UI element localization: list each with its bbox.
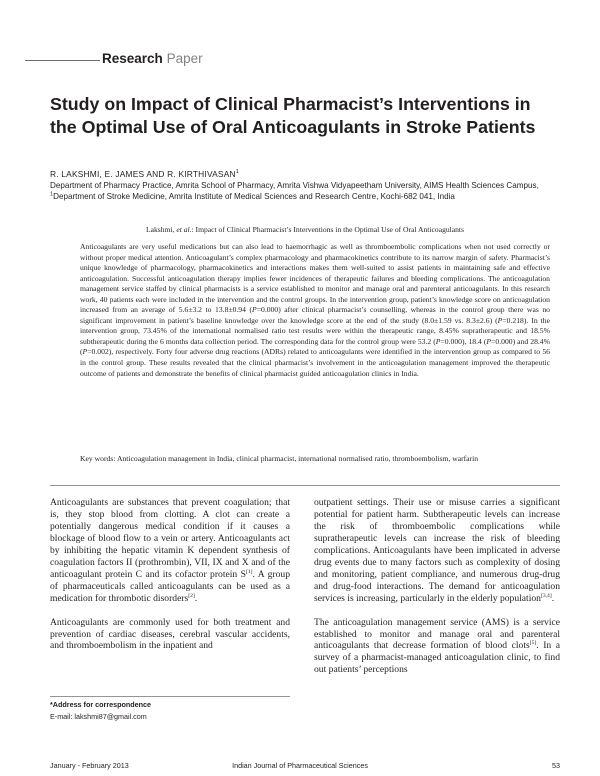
reference-marker: [5] <box>529 640 537 647</box>
section-header-word1: Research <box>102 51 163 66</box>
p-value-symbol: P <box>435 336 441 346</box>
affiliation-1: Department of Pharmacy Practice, Amrita School of Pharmacy, Amrita Vishwa Vidyapeetham University, AIMS Health Sciences Campus, <box>50 181 539 190</box>
body-text: . In a survey of a pharmacist-managed anticoagulation clinic, to find out patients’ perceptions <box>314 640 560 676</box>
citation-etal: et al. <box>176 225 192 234</box>
keywords <box>80 454 550 465</box>
abstract-divider <box>50 485 560 486</box>
body-text: . <box>551 592 555 604</box>
body-text: . A group of pharmaceuticals called anticoagulants can be used as a medication for thrombotic disorders <box>50 568 290 604</box>
body-column-right <box>314 497 560 676</box>
body-paragraph <box>314 497 560 605</box>
body-paragraph <box>50 497 290 605</box>
footer-date: January - February 2013 <box>50 761 129 770</box>
reference-marker: [2] <box>188 592 195 599</box>
footnote-rule <box>50 696 290 697</box>
abstract-text: =0.000) and 28.4% ( <box>80 336 550 357</box>
abstract <box>80 242 550 379</box>
abstract-text: =0.002), respectively. Forty four adverse drug reactions (ADRs) related to anticoagulants were identified in the intervention group as compared to 56 in the control group. These results revealed that the clinical pharmacist’s involvement in the anticoagulation management improved the therapeutic outcome of patients and demonstrate the benefits of clinical pharmacist guided anticoagulation clinics in India. <box>80 347 550 378</box>
author-list <box>50 169 239 179</box>
body-text: The anticoagulation management service (AMS) is a service established to monitor and manage oral and parenteral anticoagulants that decrease formation of blood clots <box>314 616 560 652</box>
body-paragraph <box>314 617 560 677</box>
body-text: . <box>194 592 198 604</box>
article-title: Study on Impact of Clinical Pharmacist’s Interventions in the Optimal Use of Oral Anticoagulants in Stroke Patients <box>50 94 536 137</box>
citation-author: Lakshmi, <box>145 225 177 234</box>
keywords-label: Key words: <box>80 454 116 463</box>
affiliation <box>50 181 560 203</box>
reference-marker: [3,4] <box>540 592 552 599</box>
p-value-symbol: P <box>486 336 492 346</box>
page-number: 53 <box>552 761 560 770</box>
abstract-text: =0.218). In the intervention group, 73.45% of the international normalised ratio test results were within the therapeutic range, 8.45% supratherapeutic and 18.5% subtherapeutic during the 6 months data collection period. The corresponding data for the control group were 53.2 ( <box>80 315 550 346</box>
author-names: R. LAKSHMI, E. JAMES AND R. KIRTHIVASAN <box>50 169 236 179</box>
body-column-left <box>50 497 290 652</box>
section-header <box>102 51 203 66</box>
citation-line <box>50 225 560 234</box>
p-value-symbol: P <box>252 305 257 315</box>
section-header-rule <box>25 60 100 61</box>
keywords-text: Anticoagulation management in India, clinical pharmacist, international normalised ratio, thromboembolism, warfarin <box>115 454 479 463</box>
correspondence-label: *Address for correspondence <box>50 700 152 709</box>
abstract-text: Anticoagulants are very useful medications but can also lead to haemorrhagic as well as thromboembolic complications when not used correctly or without proper medical attention. Anticoagulant’s complex pharmacology and pharmacokinetics contribute to its narrow margin of safety. Pharmacist’s unique knowledge of pharmacology, pharmacokinetics and interactions makes them well-suited to assist patients in maintaining safe and effective anticoagulation. Successful anticoagulation therapy implies fewer incidences of therapeutic failures and bleeding complications. The anticoagulation management service staffed by clinical pharmacists is a service established to monitor and manage oral and parenteral anticoagulants. In this research work, 40 patients each were included in the intervention and the control groups. In the intervention group, patient’s knowledge score on anticoagulation increased from an average of 5.6±3.2 to 13.8±0.94 ( <box>80 242 550 315</box>
abstract-text: =0.000) after clinical pharmacist’s counselling, whereas in the control group there was no significant improvement in patient’s baseline knowledge over the knowledge score at the end of the study (8.0±1.59 vs. 8.3±2.6) ( <box>80 305 550 325</box>
p-value-symbol: P <box>82 347 88 357</box>
reference-marker: [1] <box>245 568 253 575</box>
body-paragraph: Anticoagulants are commonly used for both treatment and prevention of cardiac diseases, cerebral vascular accidents, and thromboembolism in the inpatient and <box>50 616 290 652</box>
body-text: Anticoagulants are substances that prevent coagulation; that is, they stop blood from clotting. A clot can create a potentially dangerous medical condition if it causes a blockage of blood flow to a vein or artery. Anticoagulants act by inhibiting the hepatic vitamin K dependent synthesis of coagulation factors II (prothrombin), VII, IX and X and of the anticoagulant protein C and its cofactor protein S <box>50 497 290 580</box>
footer-journal: Indian Journal of Pharmaceutical Sciences <box>232 761 368 770</box>
p-value-symbol: P <box>497 315 503 325</box>
citation-title: : Impact of Clinical Pharmacist’s Interventions in the Optimal Use of Oral Anticoagulants <box>191 225 465 234</box>
abstract-text: =0.000), 18.4 ( <box>440 336 487 346</box>
body-text: outpatient settings. Their use or misuse carries a significant potential for patient harm. Subtherapeutic levels can increase the risk of thromboembolic complications while supratherapeutic levels can increase the risk of bleeding complications. Anticoagulants have been implicated in adverse drug events due to many factors such as complexity of dosing and monitoring, patient compliance, and numerous drug-drug and drug-food interactions. The demand for anticoagulation services is increasing, particularly in the elderly population <box>314 497 560 604</box>
affiliation-2: Department of Stroke Medicine, Amrita Institute of Medical Sciences and Research Centre, Kochi-682 041, India <box>53 191 455 201</box>
section-header-word2: Paper <box>166 51 203 66</box>
correspondence-email[interactable]: E-mail: lakshmi87@gmail.com <box>50 712 147 721</box>
author-affiliation-marker: 1 <box>235 169 240 176</box>
affiliation-marker: 1 <box>50 191 54 198</box>
